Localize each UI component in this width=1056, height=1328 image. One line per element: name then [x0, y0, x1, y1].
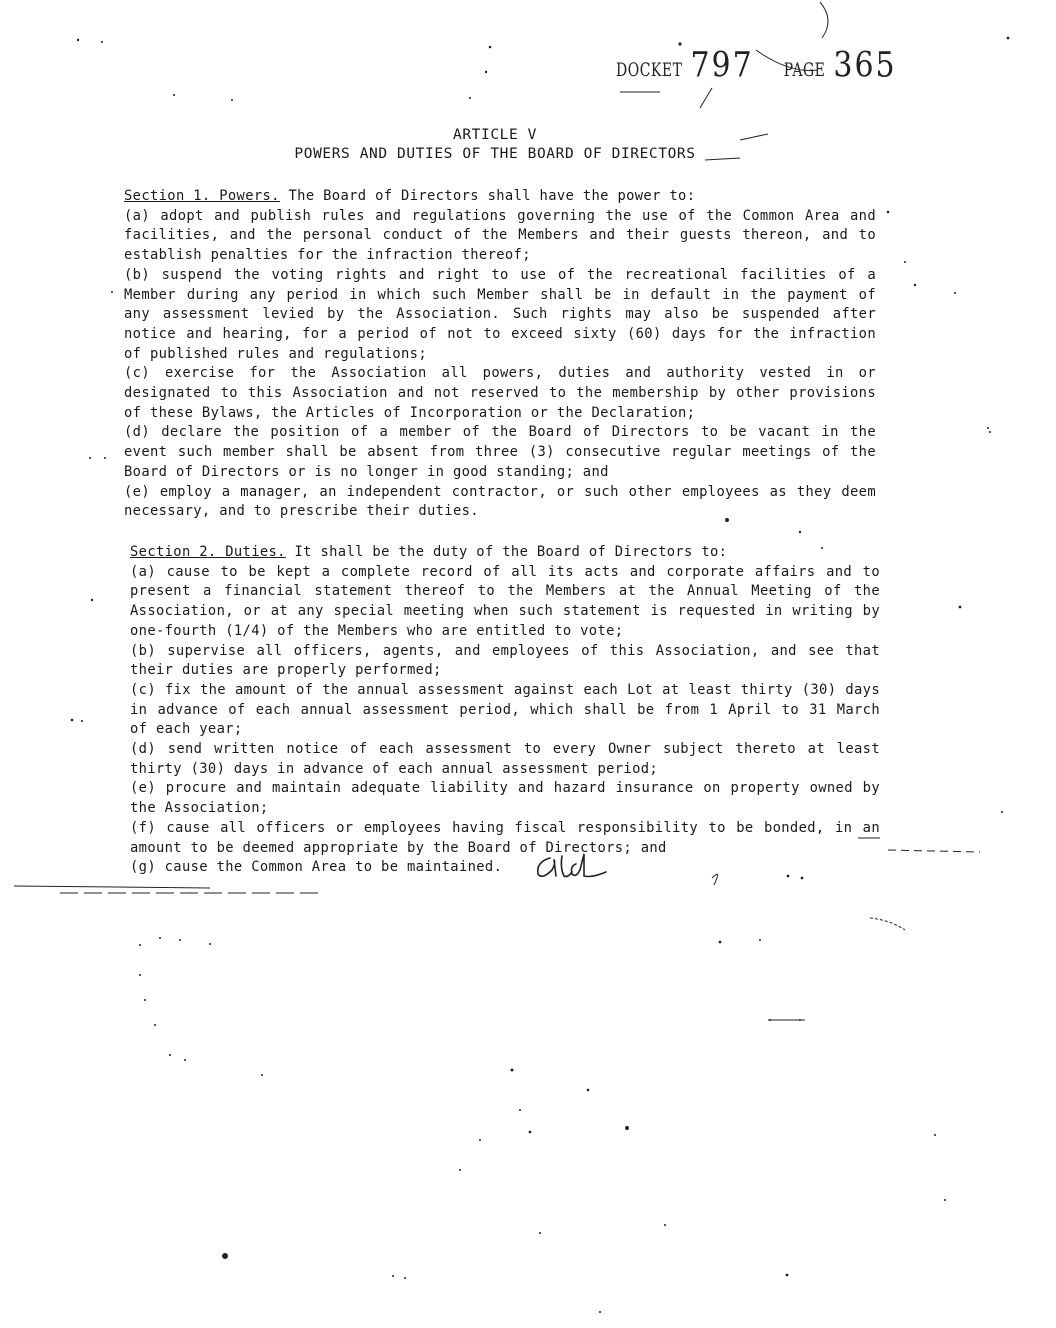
section-intro-text: It shall be the duty of the Board of Directors to:: [294, 544, 728, 560]
section-intro: [124, 187, 876, 207]
list-item: (g) cause the Common Area to be maintained.: [130, 859, 503, 876]
docket-stamp: [616, 45, 897, 86]
list-item: (b) supervise all officers, agents, and employees of this Association, and see that their duties are properly performed;: [130, 642, 880, 679]
list-item: (c) fix the amount of the annual assessment against each Lot at least thirty (30) days in advance of each annual assessment period, which shall be from 1 April to 31 March of each year;: [130, 681, 880, 738]
list-item: (d) declare the position of a member of the Board of Directors to be vacant in the event such member shall be absent from three (3) consecutive regular meetings of the Board of Directors or is no longer in good standing; and: [124, 424, 876, 480]
section-heading: Section 1. Powers.: [124, 188, 280, 204]
section-duties: [130, 543, 880, 878]
list-item: (d) send written notice of each assessment to every Owner subject thereto at least thirty (30) days in advance of each annual assessment period;: [130, 741, 880, 777]
page-number: 365: [833, 45, 897, 86]
section-intro: [130, 543, 880, 563]
section-powers: [124, 187, 876, 522]
handwritten-initials: [532, 852, 612, 884]
docket-number: 797: [690, 45, 754, 86]
list-item: (e) procure and maintain adequate liability and hazard insurance on property owned by the Association;: [130, 780, 880, 817]
list-item: (a) adopt and publish rules and regulations governing the use of the Common Area and facilities, and the personal conduct of the Members and their guests thereon, and to establish penalties for the infraction thereof;: [124, 207, 876, 264]
list-item: (c) exercise for the Association all powers, duties and authority vested in or designated to this Association and not reserved to the membership by other provisions of these Bylaws, the Articles of Incorporation or the Declaration;: [124, 365, 876, 421]
list-item: (f) cause all officers or employees having fiscal responsibility to be bonded, in an amount to be deemed appropriate by the Board of Directors; and: [130, 819, 880, 856]
list-item: (b) suspend the voting rights and right to use of the recreational facilities of a Member during any period in which such Member shall be in default in the payment of any assessment levied by the Association. Such rights may also be suspended after notice and hearing, for a period of not to exceed sixty (60) days for the infraction of published rules and regulations;: [124, 266, 876, 362]
article-subtitle: POWERS AND DUTIES OF THE BOARD OF DIRECTORS: [294, 146, 696, 162]
docket-label: DOCKET: [616, 60, 683, 82]
section-intro-text: The Board of Directors shall have the power to:: [288, 188, 696, 204]
page-label: PAGE: [783, 60, 826, 82]
section-heading: Section 2. Duties.: [130, 544, 286, 560]
article-title: ARTICLE V: [453, 127, 537, 143]
list-item: (e) employ a manager, an independent contractor, or such other employees as they deem necessary, and to prescribe their duties.: [124, 483, 876, 520]
list-item: (a) cause to be kept a complete record of all its acts and corporate affairs and to present a financial statement thereof to the Members at the Annual Meeting of the Association, or at any special meeting when such statement is requested in writing by one-fourth (1/4) of the Members who are entitled to vote;: [130, 563, 880, 639]
